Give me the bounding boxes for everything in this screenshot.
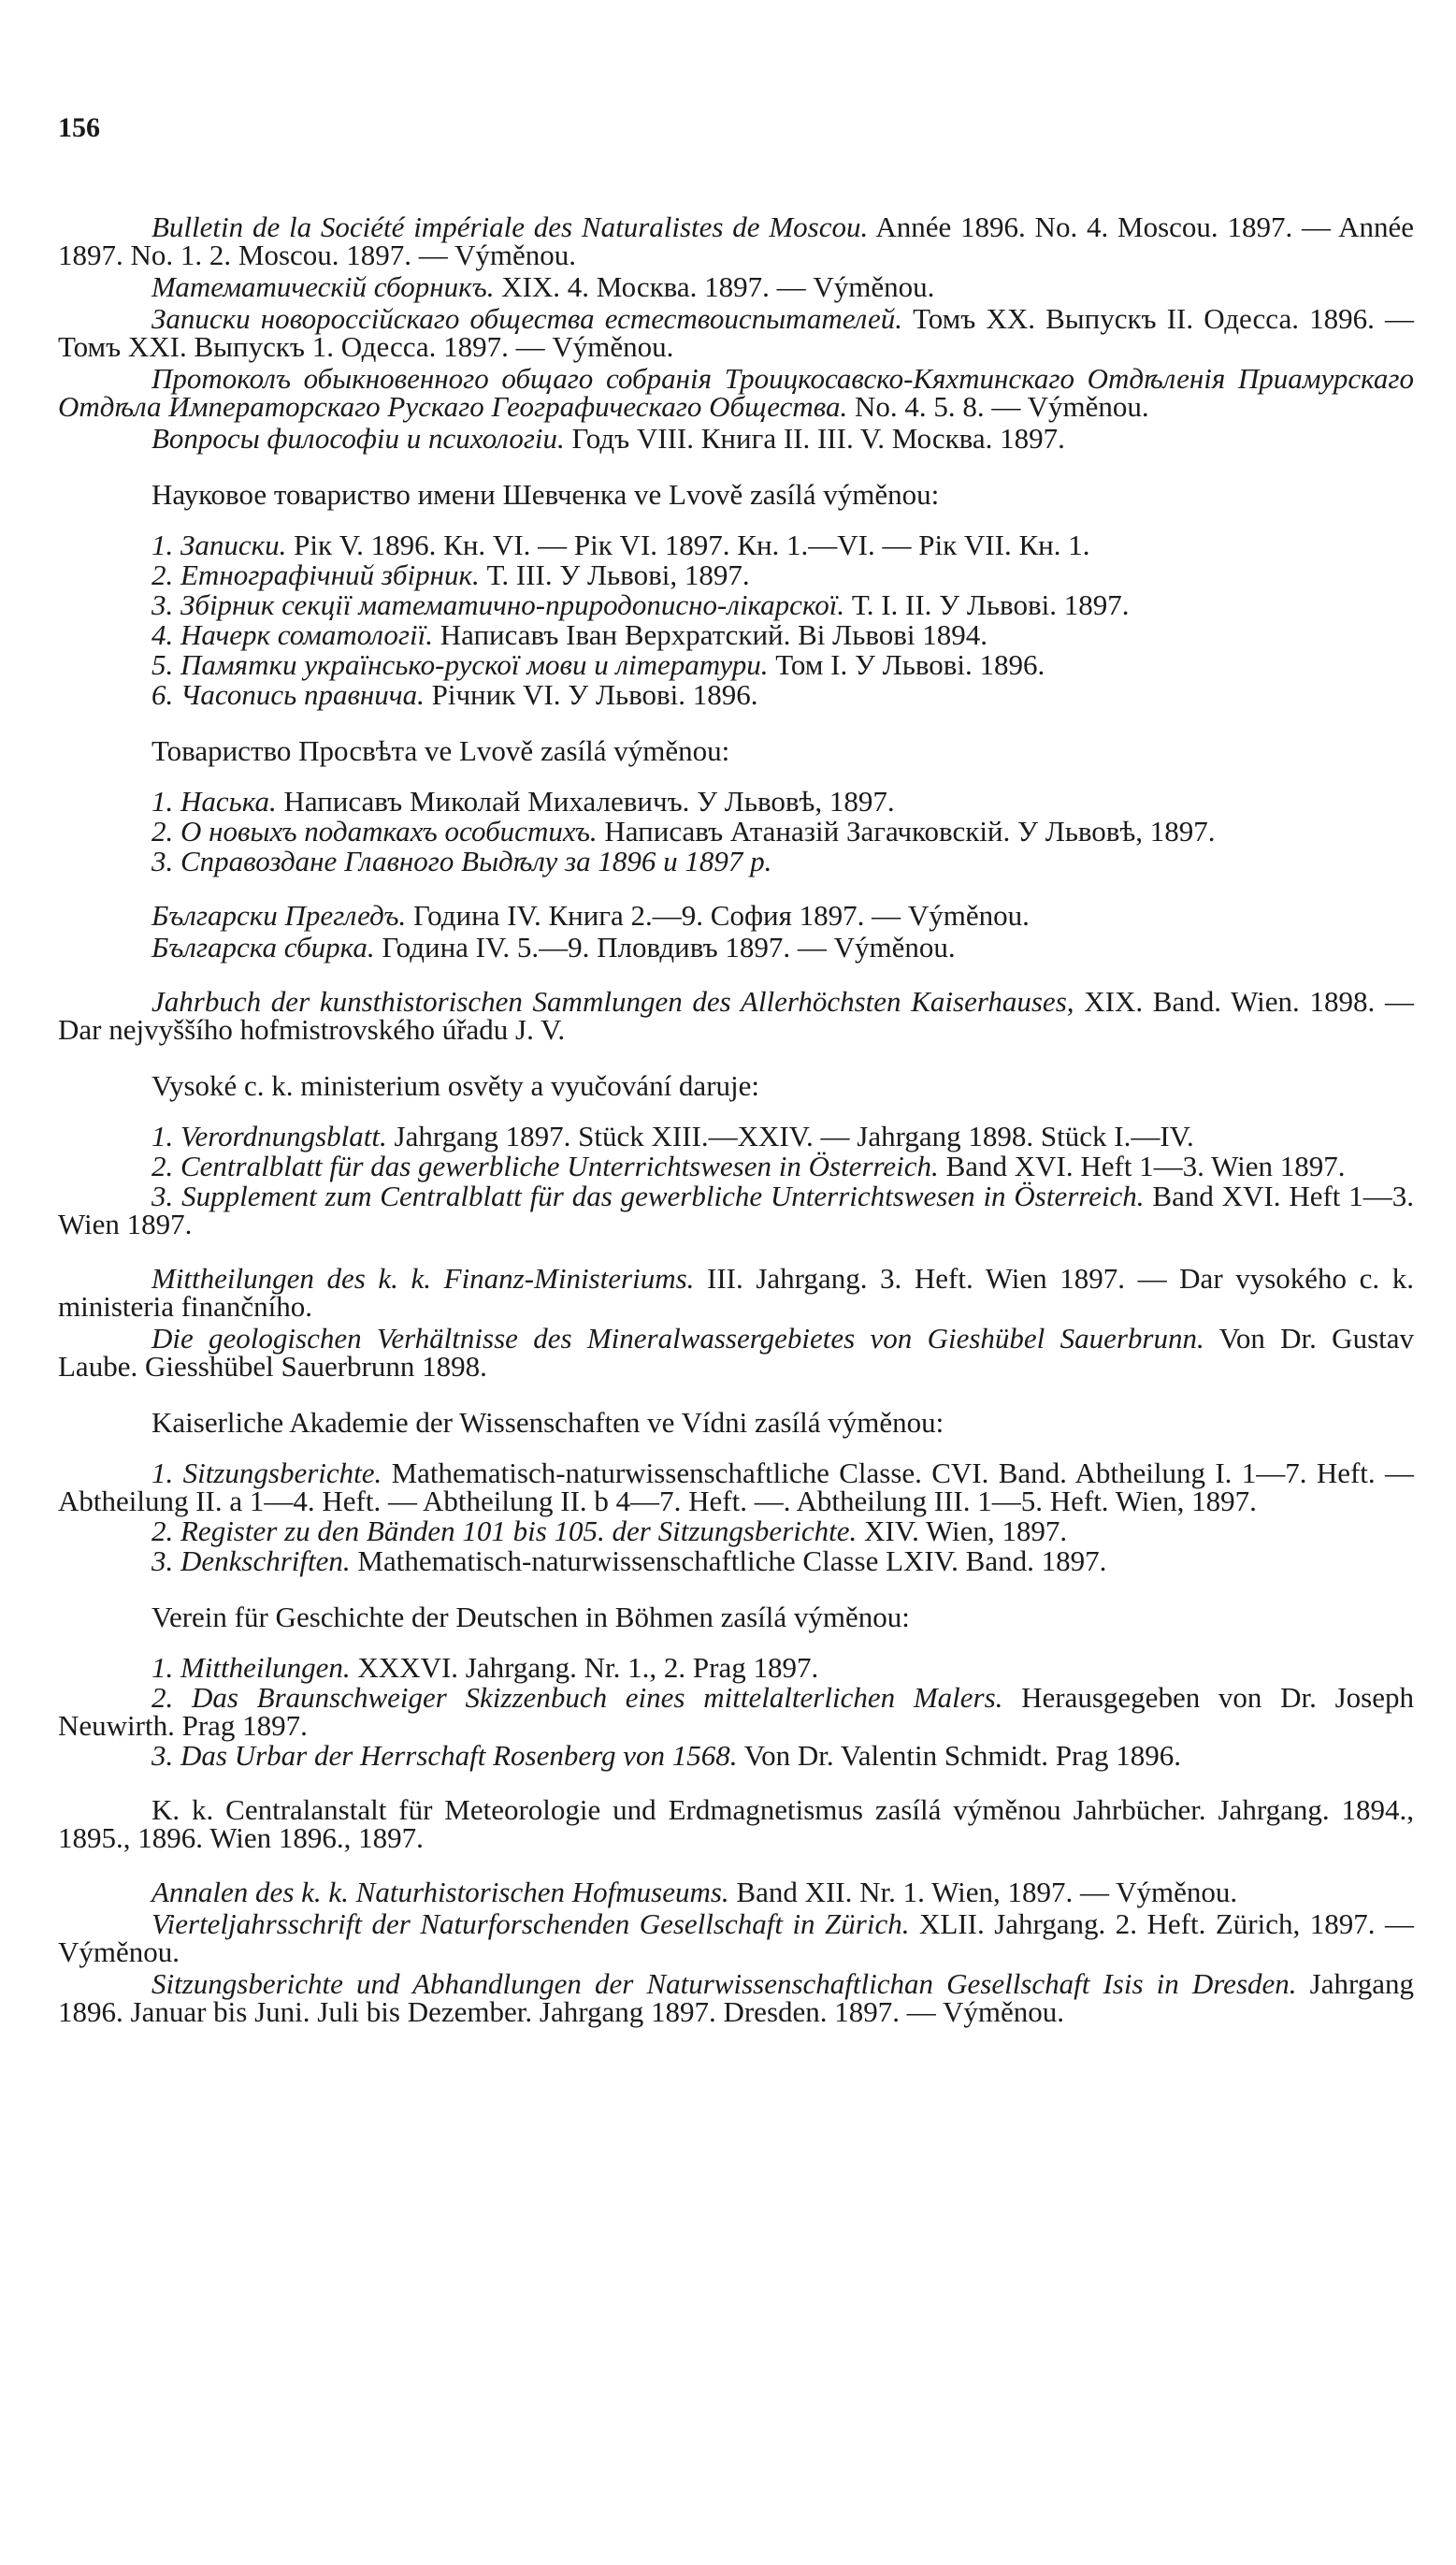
entry-title: Българска сбирка.: [151, 931, 375, 964]
list-item-details: Von Dr. Valentin Schmidt. Prag 1896.: [737, 1739, 1182, 1772]
list-item: [58, 588, 1414, 621]
section-heading: Товариство Просвѣта ve Lvově zasílá výměnou:: [151, 734, 730, 767]
list-item-title: 6. Часопись правнича.: [151, 678, 425, 711]
list-item-title: 5. Памятки українсько-рускої мови и літератури.: [151, 648, 769, 681]
list-item-title: 1. Verordnungsblatt.: [151, 1120, 387, 1152]
list-item-title: 2. Das Braunschweiger Skizzenbuch eines mittelalterlichen Malers.: [151, 1681, 1003, 1714]
list-item-details: Jahrgang 1897. Stück XIII.—XXIV. — Jahrgang 1898. Stück I.—IV.: [386, 1120, 1194, 1152]
entry-details: XIX. 4. Москва. 1897. — Výměnou.: [494, 270, 935, 303]
entry-details: No. 4. 5. 8. — Výměnou.: [847, 390, 1149, 423]
list-item-title: 3. Справоздане Главного Выдѣлу за 1896 и 1897 р.: [151, 845, 772, 877]
entry-details: Année 1896. No. 4. Moscou. 1897. — Année 1897. No. 1. 2. Moscou. 1897. — Výměnou.: [58, 210, 1414, 271]
list-item-title: 3. Denkschriften.: [151, 1544, 351, 1577]
bibliography-entry: [58, 270, 1414, 303]
entry-details: Година IV. 5.—9. Пловдивъ 1897. — Výměnou.: [374, 931, 956, 964]
list-item: [58, 1544, 1414, 1577]
list-item-details: XIV. Wien, 1897.: [857, 1514, 1068, 1547]
entry-title: Vierteljahrsschrift der Naturforschenden Gesellschaft in Zürich.: [151, 1907, 910, 1940]
entry-title: Вопросы философіи и психологіи.: [151, 422, 565, 455]
list-item-title: 2. Centralblatt für das gewerbliche Unterrichtswesen in Österreich.: [151, 1150, 939, 1182]
entry-details: XLII. Jahrgang. 2. Heft. Zürich, 1897. — Výměnou.: [58, 1907, 1414, 1968]
list-item-details: Т. III. У Львові, 1897.: [479, 558, 750, 591]
bibliography-entry: [58, 210, 1414, 271]
bibliography-entry: [58, 985, 1414, 1046]
entry-details: Томъ XX. Выпускъ II. Одесса. 1896. — Томъ XXI. Выпускъ 1. Одесса. 1897. — Výměnou.: [58, 302, 1414, 363]
bibliography-entry: [58, 1793, 1414, 1854]
entry-title: Annalen des k. k. Naturhistorischen Hofmuseums.: [151, 1876, 729, 1908]
list-item-details: Band XVI. Heft 1—3. Wien 1897.: [938, 1150, 1346, 1182]
list-item-title: 1. Sitzungsberichte.: [151, 1456, 382, 1489]
entry-details: Годъ VIII. Книга II. III. V. Москва. 1897.: [564, 422, 1065, 455]
bibliography-entry: [58, 1878, 1414, 1906]
list-item-title: 1. Наська.: [151, 785, 277, 818]
list-item-title: 2. Register zu den Bänden 101 bis 105. der Sitzungsberichte.: [151, 1514, 858, 1547]
list-item: [58, 785, 1414, 818]
bibliography-entry: [58, 302, 1414, 363]
list-item: [58, 1739, 1414, 1772]
list-item: [58, 1456, 1414, 1517]
entry-title: Sitzungsberichte und Abhandlungen der Naturwissenschaftlichan Gesellschaft Isis in Dresden.: [151, 1967, 1297, 2000]
list-item-details: Mathematisch-naturwissenschaftliche Classe LXIV. Band. 1897.: [350, 1544, 1107, 1577]
list-item: [58, 815, 1414, 848]
entry-title: Bulletin de la Société impériale des Naturalistes de Moscou.: [151, 210, 869, 243]
list-item-title: 2. О новыхъ податкахъ особистихъ.: [151, 815, 598, 848]
entry-details: Jahrgang 1896. Januar bis Juni. Juli bis Dezember. Jahrgang 1897. Dresden. 1897. — Výměnou.: [58, 1967, 1414, 2028]
list-item-details: Написавъ Іван Верхратский. Вi Львові 1894.: [432, 618, 988, 651]
entry-title: Mittheilungen des k. k. Finanz-Ministeriums.: [151, 1262, 695, 1295]
list-item-details: Herausgegeben von Dr. Joseph Neuwirth. Prag 1897.: [58, 1681, 1414, 1742]
numbered-list: [58, 785, 1414, 877]
entry-details: Band XII. Nr. 1. Wien, 1897. — Výměnou.: [728, 1876, 1238, 1908]
list-item-title: 1. Mittheilungen.: [151, 1651, 351, 1684]
list-item: [58, 558, 1414, 591]
numbered-list: [58, 1651, 1414, 1772]
entry-title: Die geologischen Verhältnisse des Mineralwassergebietes von Gieshübel Sauerbrunn.: [151, 1322, 1204, 1355]
bibliography-entry: [58, 1907, 1414, 1968]
section-heading: Vysoké c. k. ministerium osvěty a vyučování daruje:: [151, 1069, 760, 1102]
entry-title: Математическій сборникъ.: [151, 270, 495, 303]
numbered-list: [58, 1456, 1414, 1577]
list-item: [58, 1681, 1414, 1742]
section-heading: Kaiserliche Akademie der Wissenschaften ve Vídni zasílá výměnou:: [151, 1406, 944, 1439]
numbered-list: [58, 531, 1414, 709]
numbered-list: [58, 1120, 1414, 1240]
list-item-details: Mathematisch-naturwissenschaftliche Classe. CVI. Band. Abtheilung I. 1—7. Heft. — Abtheilung II. a 1—4. Heft. — Abtheilung II. b 4—7. Heft. —. Abtheilung III. 1—5. Heft. Wien, 1897.: [58, 1456, 1414, 1517]
list-item: [58, 618, 1414, 651]
list-item-details: Рік V. 1896. Кн. VI. — Рік VI. 1897. Кн. 1.—VI. — Рік VII. Кн. 1.: [286, 529, 1090, 561]
list-item-details: Том I. У Львові. 1896.: [768, 648, 1045, 681]
page-content: [58, 210, 1415, 2030]
list-item-details: Річник VI. У Львові. 1896.: [424, 678, 758, 711]
bibliography-entry: [58, 931, 1414, 964]
section-heading: Verein für Geschichte der Deutschen in Böhmen zasílá výměnou:: [151, 1601, 910, 1633]
entry-title: Протоколъ обыкновенного общаго собранія Троицкосавско-Кяхтинскаго Отдѣленія Приамурскаго Отдѣла Императорскаго Рускаго Географическаго Общества.: [58, 362, 1414, 423]
list-item-details: XXXVI. Jahrgang. Nr. 1., 2. Prag 1897.: [350, 1651, 819, 1684]
list-item: [58, 531, 1414, 559]
list-item: [58, 678, 1414, 711]
list-item: [58, 1651, 1414, 1684]
entry-title: Записки новороссійскаго общества естествоиспытателей.: [151, 302, 903, 335]
entry-title: Български Прегледъ.: [151, 899, 407, 932]
list-item: [58, 1152, 1414, 1181]
entry-details: Година IV. Книга 2.—9. София 1897. — Výměnou.: [406, 899, 1030, 932]
list-item: [58, 845, 1414, 877]
list-item-details: Написавъ Атаназій Загачковскій. У Львовѣ, 1897.: [597, 815, 1216, 848]
list-item-details: Т. I. II. У Львові. 1897.: [844, 588, 1130, 621]
list-item: [58, 1182, 1414, 1239]
list-item-title: 1. Записки.: [151, 529, 287, 561]
bibliography-entry: [58, 362, 1414, 423]
page-number: 156: [58, 112, 100, 143]
list-item-title: 4. Начерк соматології.: [151, 618, 433, 651]
bibliography-entry: [58, 422, 1414, 455]
entry-details: Jahrgang. 1894., 1895., 1896. Wien 1896., 1897.: [58, 1793, 1414, 1854]
list-item: [58, 1514, 1414, 1547]
entry-details: Von Dr. Gustav Laube. Giesshübel Sauerbrunn 1898.: [58, 1322, 1415, 1383]
list-item-title: 2. Етнографічний збірник.: [151, 558, 480, 591]
entry-title: Jahrbuch der kunsthistorischen Sammlungen des Allerhöchsten Kaiserhauses,: [151, 985, 1074, 1018]
section-heading: Науковое товариство имени Шевченка ve Lvově zasílá výměnou:: [151, 478, 940, 511]
entry-details: XIX. Band. Wien. 1898. — Dar nejvyššího hofmistrovského úřadu J. V.: [58, 985, 1414, 1046]
bibliography-entry: [58, 1322, 1415, 1383]
bibliography-entry: [58, 1967, 1414, 2028]
entry-title: K. k. Centralanstalt für Meteorologie und Erdmagnetismus zasílá výměnou Jahrbücher.: [151, 1793, 1206, 1826]
list-item-title: 3. Supplement zum Centralblatt für das gewerbliche Unterrichtswesen in Österreich.: [151, 1180, 1145, 1212]
bibliography-entry: [58, 1262, 1415, 1323]
list-item: [58, 648, 1414, 681]
list-item-details: Написавъ Миколай Михалевичъ. У Львовѣ, 1897.: [276, 785, 895, 818]
list-item: [58, 1120, 1414, 1152]
bibliography-entry: [58, 899, 1414, 932]
list-item-title: 3. Збірник секції математично-природописно-лікарскої.: [151, 588, 845, 621]
list-item-details: Band XVI. Heft 1—3. Wien 1897.: [58, 1180, 1414, 1240]
list-item-title: 3. Das Urbar der Herrschaft Rosenberg von 1568.: [151, 1739, 738, 1772]
entry-details: III. Jahrgang. 3. Heft. Wien 1897. — Dar vysokého c. k. ministeria finančního.: [58, 1262, 1415, 1323]
